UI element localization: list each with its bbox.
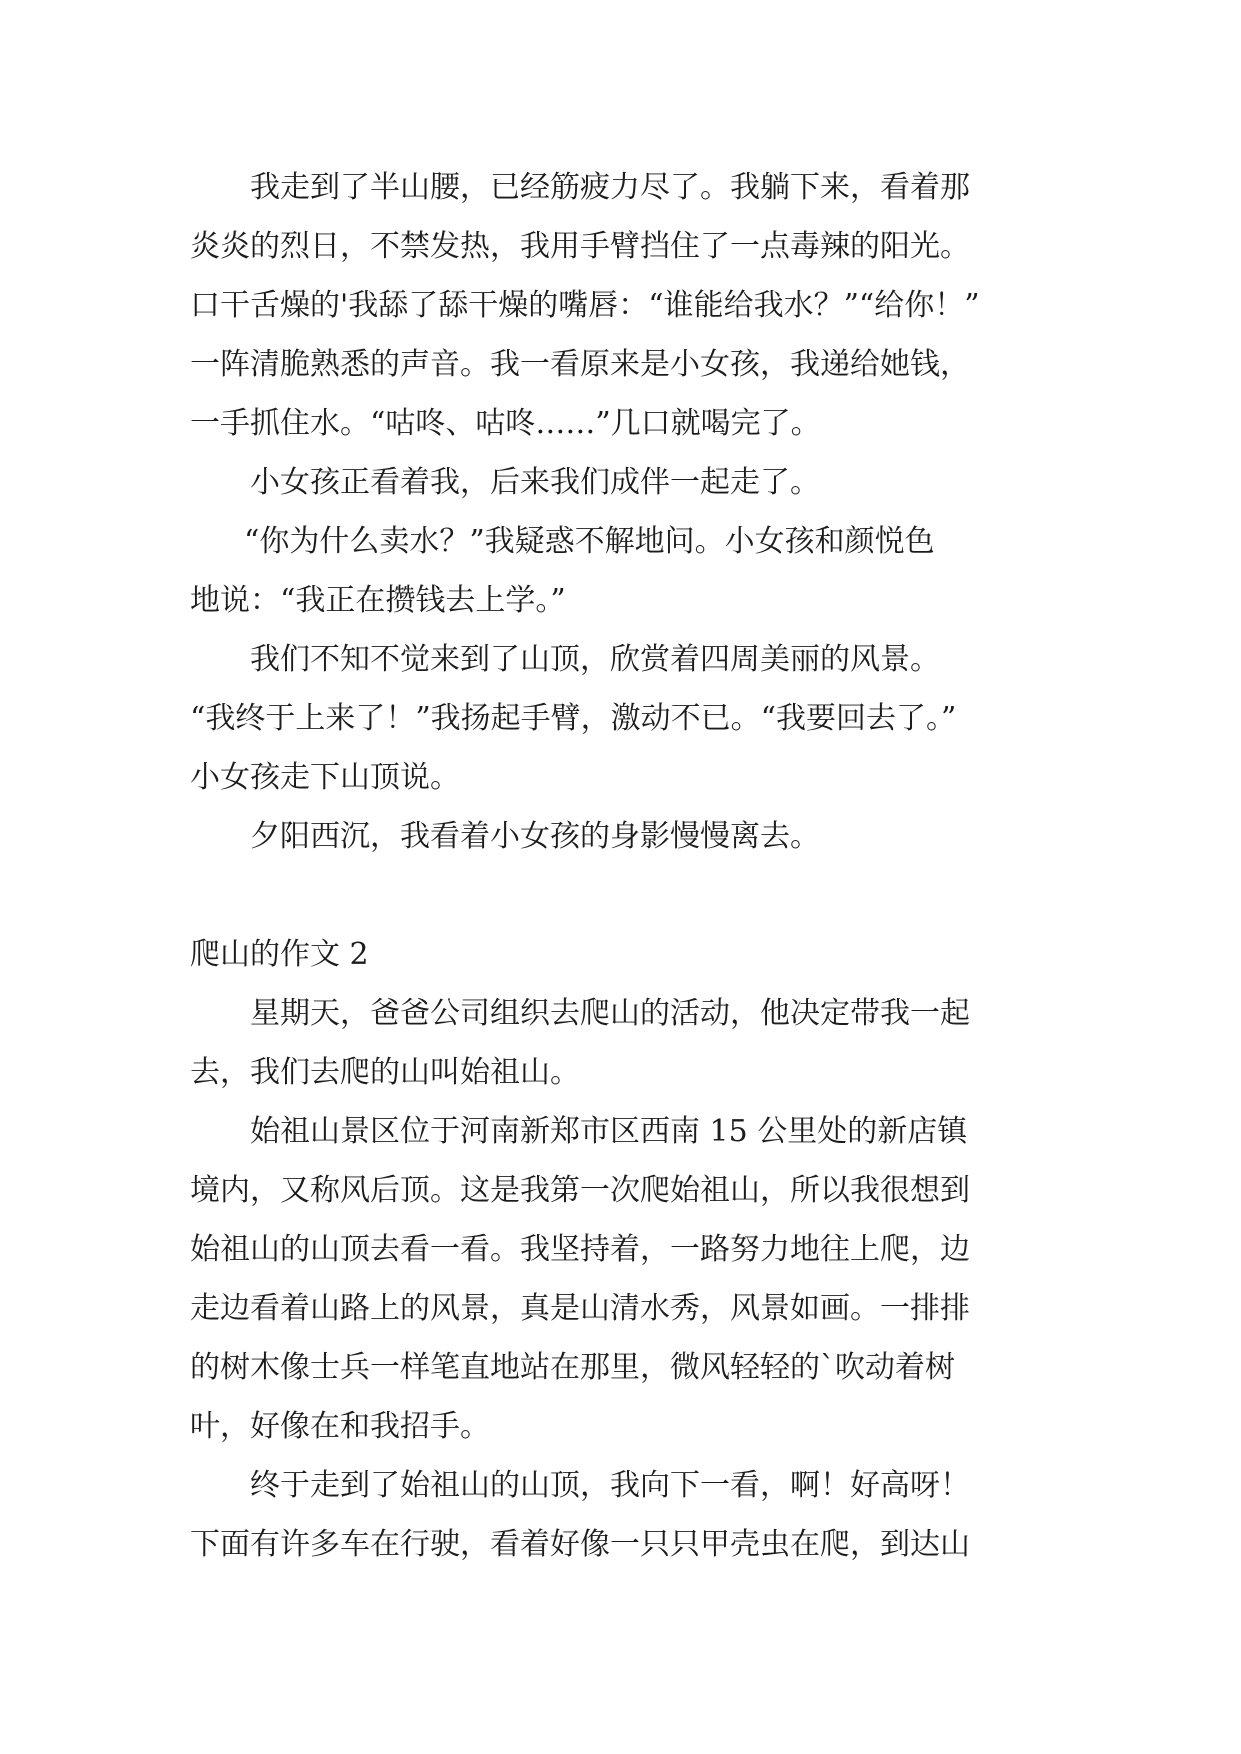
- paragraph-2: [190, 453, 1070, 512]
- text-line: 境内，又称风后顶。这是我第一次爬始祖山，所以我很想到: [190, 1173, 970, 1208]
- text-line: 去，我们去爬的山叫始祖山。: [190, 1055, 580, 1090]
- text-line: “你为什么卖水？”我疑惑不解地问。小女孩和颜悦色: [244, 524, 935, 559]
- text-line: 走边看着山路上的风景，真是山清水秀，风景如画。一排排: [190, 1291, 970, 1326]
- text-line: “我终于上来了！”我扬起手臂，激动不已。“我要回去了。”: [190, 701, 957, 736]
- text-line: 的树木像士兵一样笔直地站在那里，微风轻轻的`吹动着树: [190, 1350, 955, 1385]
- text-line: 我走到了半山腰，已经筋疲力尽了。我躺下来，看着那: [250, 170, 970, 205]
- paragraph-4: [190, 630, 1070, 807]
- text-line: 口干舌燥的'我舔了舔干燥的嘴唇：“谁能给我水？”“给你！”: [190, 288, 980, 323]
- text-line: 星期天，爸爸公司组织去爬山的活动，他决定带我一起: [250, 996, 970, 1031]
- text-line: 我们不知不觉来到了山顶，欣赏着四周美丽的风景。: [250, 642, 940, 677]
- essay-title: 爬山的作文 2: [190, 937, 369, 972]
- paragraph-1: [190, 158, 1070, 453]
- text-line: 小女孩走下山顶说。: [190, 760, 460, 795]
- text-line: 一阵清脆熟悉的声音。我一看原来是小女孩，我递给她钱，: [190, 347, 970, 382]
- paragraph-5: [190, 807, 1070, 866]
- text-line: 地说：“我正在攒钱去上学。”: [190, 583, 566, 618]
- paragraph-8: [190, 1456, 1070, 1574]
- text-line: 炎炎的烈日，不禁发热，我用手臂挡住了一点毒辣的阳光。: [190, 229, 970, 264]
- paragraph-3: [190, 512, 1070, 630]
- document-body: [190, 158, 1070, 1574]
- paragraph-7: [190, 1102, 1070, 1456]
- text-line: 小女孩正看着我，后来我们成伴一起走了。: [250, 465, 820, 500]
- text-line: 叶，好像在和我招手。: [190, 1409, 490, 1444]
- text-line: 始祖山景区位于河南新郑市区西南 15 公里处的新店镇: [250, 1114, 968, 1149]
- paragraph-6: [190, 984, 1070, 1102]
- text-line: 下面有许多车在行驶，看着好像一只只甲壳虫在爬，到达山: [190, 1527, 970, 1562]
- text-line: 夕阳西沉，我看着小女孩的身影慢慢离去。: [250, 819, 820, 854]
- text-line: 始祖山的山顶去看一看。我坚持着，一路努力地往上爬，边: [190, 1232, 970, 1267]
- text-line: 一手抓住水。“咕咚、咕咚……”几口就喝完了。: [190, 406, 821, 441]
- text-line: 终于走到了始祖山的山顶，我向下一看，啊！好高呀！: [250, 1468, 970, 1503]
